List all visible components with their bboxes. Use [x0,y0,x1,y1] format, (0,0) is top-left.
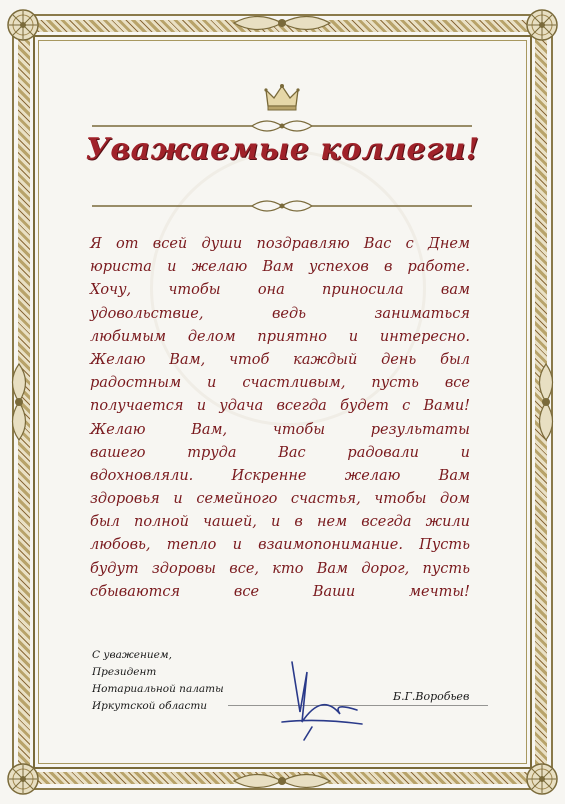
handwritten-signature [262,652,372,742]
body-line: вашего труда Вас радовали и [90,444,470,461]
body-line: любимым делом приятно и интересно. [90,328,470,345]
signer-name: Б.Г.Воробьев [393,690,470,703]
corner-rosette-icon [525,8,559,42]
body-line: Я от всей души поздравляю Вас с Днем [90,236,470,252]
body-line: здоровья и семейного счастья, чтобы дом [90,491,470,508]
signer-title: Президент [92,666,157,678]
body-line: получается и удача всегда будет с Вами! [90,398,470,415]
frame-ornament-icon [6,362,32,442]
body-line: был полной чашей, и в нем всегда жили [90,514,470,531]
corner-rosette-icon [6,762,40,796]
body-line: удовольствие, ведь заниматься [90,305,470,322]
frame-ornament-icon [232,10,332,36]
signer-region: Иркутской области [92,700,208,712]
body-line: сбываются все Ваши мечты! [90,583,470,600]
greeting-body [90,233,470,604]
body-line: радостным и счастливым, пусть все [90,375,470,392]
frame-ornament-icon [533,362,559,442]
corner-rosette-icon [6,8,40,42]
body-line: Хочу, чтобы она приносила вам [90,282,470,299]
signer-organization: Нотариальной палаты [92,683,224,695]
body-line: любовь, тепло и взаимопонимание. Пусть [90,537,470,554]
body-line: юриста и желаю Вам успехов в работе. [90,259,470,276]
body-line: Желаю Вам, чтобы результаты [90,421,470,438]
body-line: будут здоровы все, кто Вам дорог, пусть [90,560,470,577]
body-line: Желаю Вам, чтоб каждый день был [90,351,470,368]
header-divider-ornament [92,196,472,216]
corner-rosette-icon [525,762,559,796]
closing-text: С уважением, [92,649,172,661]
body-line: вдохновляли. Искренне желаю Вам [90,467,470,484]
crown-ornament-icon [262,82,302,112]
page-title: Уважаемые коллеги! [85,132,480,167]
frame-ornament-icon [232,768,332,794]
